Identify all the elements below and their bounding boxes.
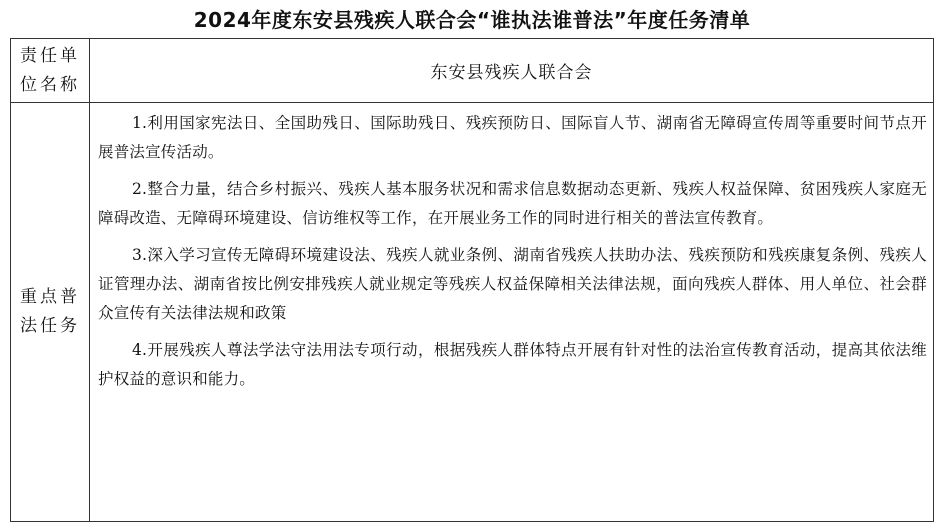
responsible-unit-label-cell bbox=[11, 39, 90, 103]
task-item-1: 1.利用国家宪法日、全国助残日、国际助残日、残疾预防日、国际盲人节、湖南省无障碍宣传周等重要时间节点开展普法宣传活动。 bbox=[98, 114, 927, 161]
task-item-4: 4.开展残疾人尊法学法守法用法专项行动，根据残疾人群体特点开展有针对性的法治宣传教育活动，提高其依法维护权益的意识和能力。 bbox=[98, 341, 927, 388]
key-tasks-content bbox=[90, 103, 934, 522]
task-list-table bbox=[10, 38, 934, 522]
responsible-unit-row bbox=[11, 39, 934, 103]
key-tasks-row bbox=[11, 103, 934, 522]
responsible-unit-value: 东安县残疾人联合会 bbox=[90, 39, 934, 103]
task-item-3: 3.深入学习宣传无障碍环境建设法、残疾人就业条例、湖南省残疾人扶助办法、残疾预防和残疾康复条例、残疾人证管理办法、湖南省按比例安排残疾人就业规定等残疾人权益保障相关法律法规，面向残疾人群体、用人单位、社会群众宣传有关法律法规和政策 bbox=[98, 246, 927, 322]
key-tasks-label-cell bbox=[11, 103, 90, 522]
responsible-unit-label: 责任单位名称 bbox=[20, 45, 80, 95]
document-title: 2024年度东安县残疾人联合会“谁执法谁普法”年度任务清单 bbox=[193, 8, 751, 32]
task-item-2: 2.整合力量，结合乡村振兴、残疾人基本服务状况和需求信息数据动态更新、残疾人权益保障、贫困残疾人家庭无障碍改造、无障碍环境建设、信访维权等工作，在开展业务工作的同时进行相关的普法宣传教育。 bbox=[98, 180, 927, 227]
key-tasks-label: 重点普法任务 bbox=[20, 287, 80, 336]
